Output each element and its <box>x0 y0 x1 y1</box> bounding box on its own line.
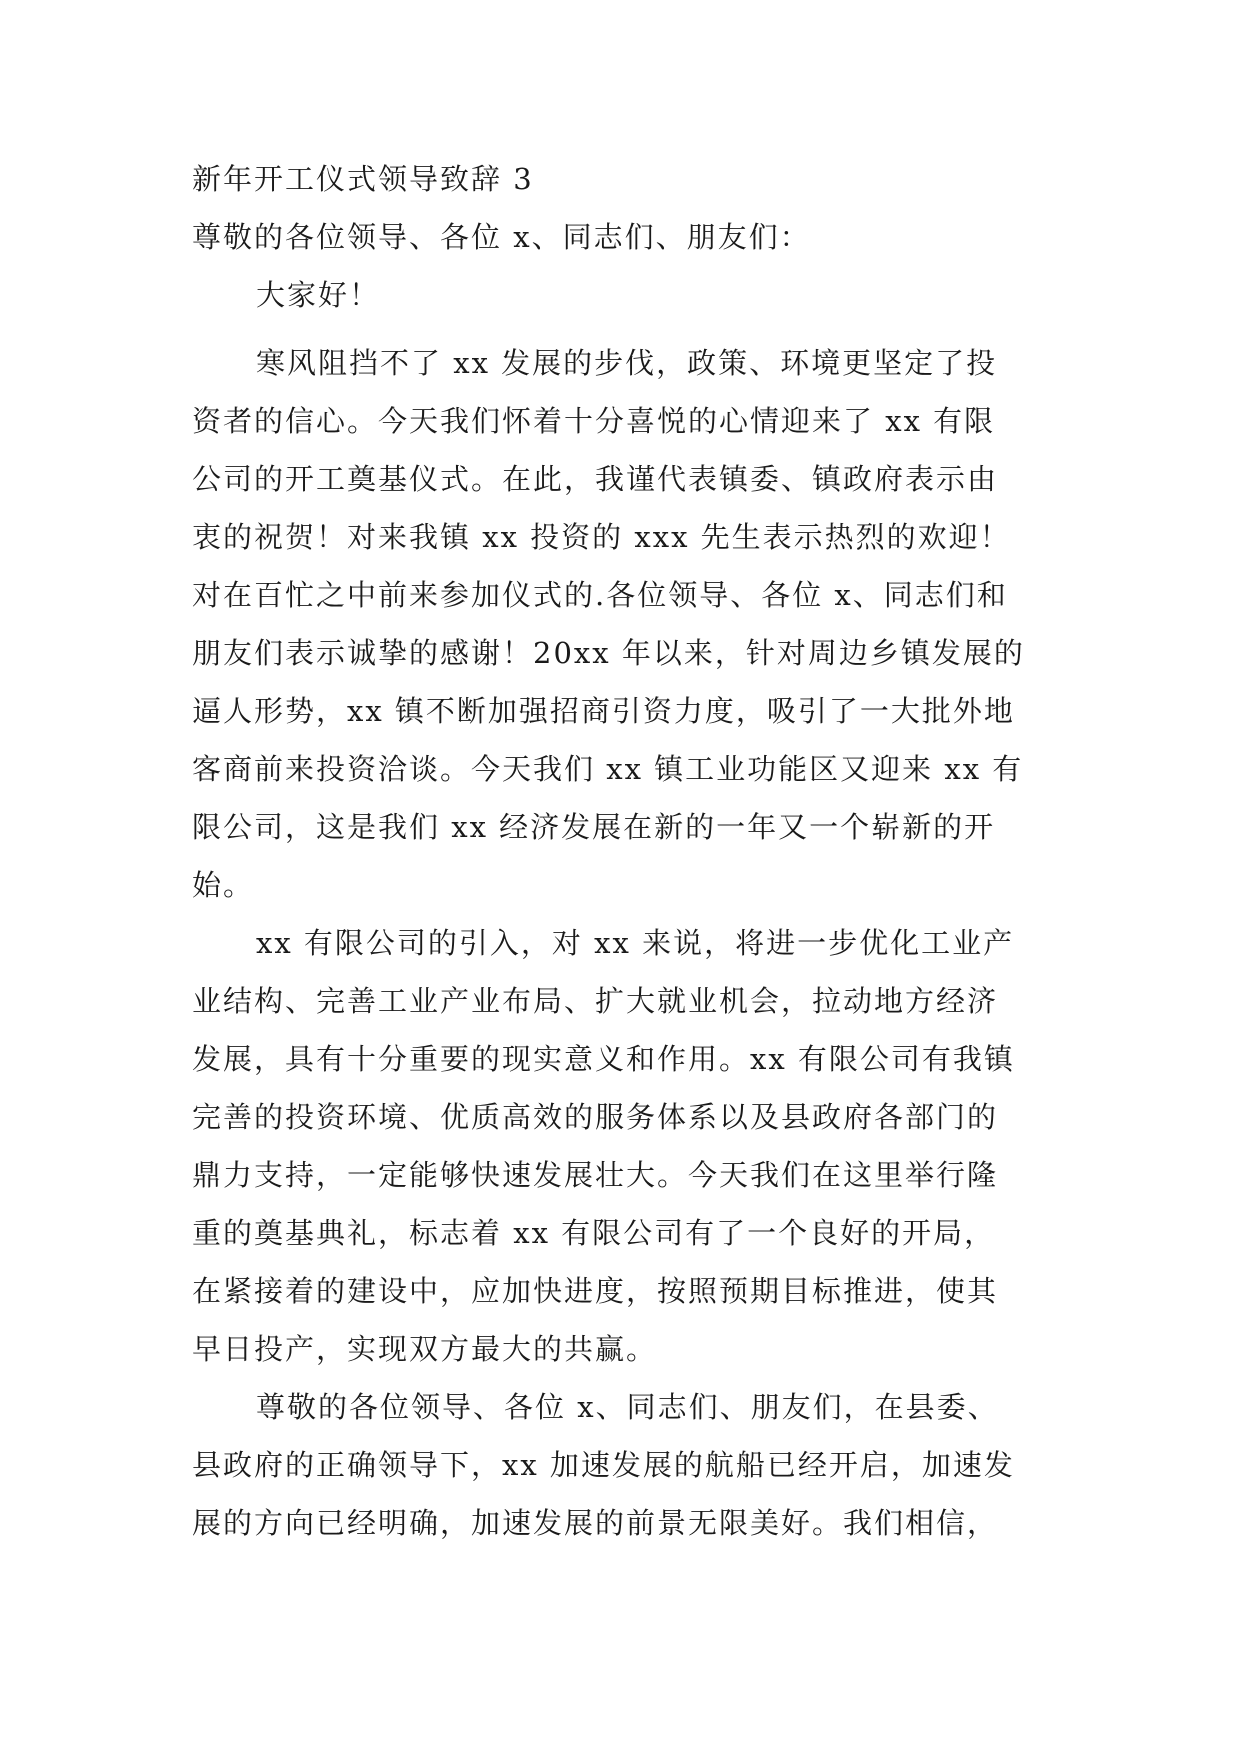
paragraph-line: 朋友们表示诚挚的感谢！20xx 年以来，针对周边乡镇发展的 <box>192 636 1025 670</box>
paragraph-line: 业结构、完善工业产业布局、扩大就业机会，拉动地方经济 <box>192 984 999 1018</box>
paragraph-line: 客商前来投资洽谈。今天我们 xx 镇工业功能区又迎来 xx 有 <box>192 752 1024 786</box>
paragraph-line: 县政府的正确领导下，xx 加速发展的航船已经开启，加速发 <box>192 1448 1015 1482</box>
paragraph-line: 资者的信心。今天我们怀着十分喜悦的心情迎来了 xx 有限 <box>192 404 996 438</box>
paragraph-2 <box>192 914 1054 1378</box>
paragraph-line: 公司的开工奠基仪式。在此，我谨代表镇委、镇政府表示由 <box>192 462 999 496</box>
paragraph-line: 在紧接着的建设中，应加快进度，按照预期目标推进，使其 <box>192 1274 999 1308</box>
paragraph-line: 鼎力支持，一定能够快速发展壮大。今天我们在这里举行隆 <box>192 1158 999 1192</box>
greeting: 大家好！ <box>256 278 381 312</box>
paragraph-line: 寒风阻挡不了 xx 发展的步伐，政策、环境更坚定了投 <box>256 346 998 380</box>
salutation: 尊敬的各位领导、各位 x、同志们、朋友们： <box>192 220 811 254</box>
paragraph-line: 始。 <box>192 868 255 902</box>
paragraph-line: 早日投产，实现双方最大的共赢。 <box>192 1332 658 1366</box>
document-title: 新年开工仪式领导致辞 3 <box>192 162 534 196</box>
paragraph-line: 展的方向已经明确，加速发展的前景无限美好。我们相信， <box>192 1506 999 1540</box>
document-body <box>192 160 1054 1552</box>
paragraph-line: 尊敬的各位领导、各位 x、同志们、朋友们，在县委、 <box>256 1390 999 1424</box>
paragraph-line: 完善的投资环境、优质高效的服务体系以及县政府各部门的 <box>192 1100 999 1134</box>
paragraph-line: 逼人形势，xx 镇不断加强招商引资力度，吸引了一大批外地 <box>192 694 1015 728</box>
paragraph-3 <box>192 1378 1054 1552</box>
paragraph-line: xx 有限公司的引入，对 xx 来说，将进一步优化工业产 <box>256 926 1015 960</box>
paragraph-1 <box>192 334 1054 914</box>
paragraph-line: 对在百忙之中前来参加仪式的.各位领导、各位 x、同志们和 <box>192 578 1008 612</box>
paragraph-line: 衷的祝贺！对来我镇 xx 投资的 xxx 先生表示热烈的欢迎！ <box>192 520 1011 554</box>
paragraph-line: 发展，具有十分重要的现实意义和作用。xx 有限公司有我镇 <box>192 1042 1015 1076</box>
paragraph-line: 重的奠基典礼，标志着 xx 有限公司有了一个良好的开局， <box>192 1216 996 1250</box>
paragraph-line: 限公司，这是我们 xx 经济发展在新的一年又一个崭新的开 <box>192 810 996 844</box>
